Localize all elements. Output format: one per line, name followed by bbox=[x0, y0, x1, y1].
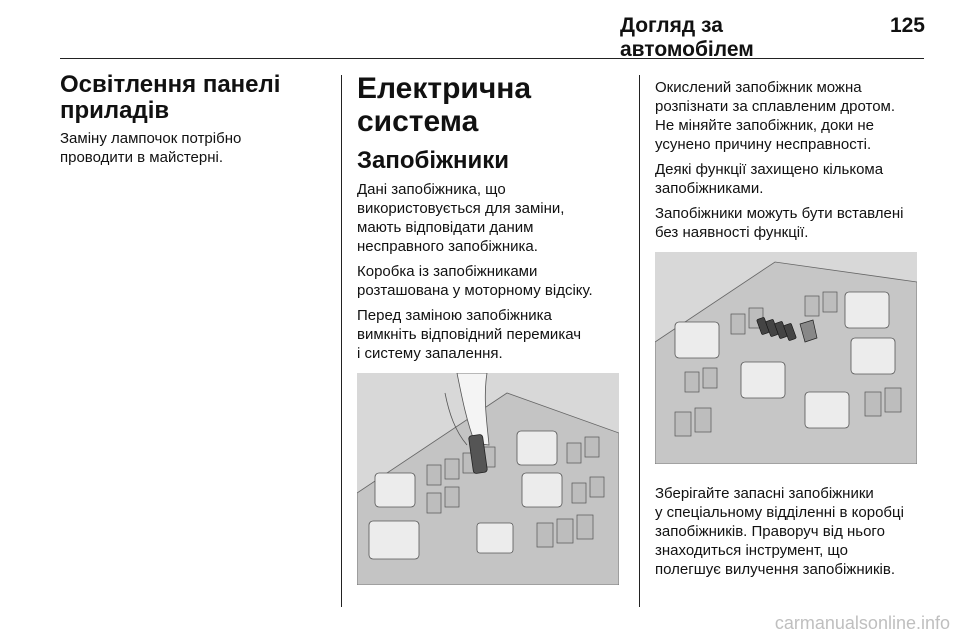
column-divider-right bbox=[639, 75, 640, 607]
paragraph: Деякі функції захищено кількома запобіжниками. bbox=[655, 161, 884, 197]
chapter-heading: Електрична система bbox=[357, 72, 532, 138]
column-1 bbox=[60, 72, 330, 173]
paragraph: Коробка із запобіжниками розташована у моторному відсіку. bbox=[357, 263, 593, 300]
paragraph: Запобіжники можуть бути вставлені без наявності функції. bbox=[655, 205, 904, 241]
column-divider-left bbox=[341, 75, 342, 607]
paragraph: Заміну лампочок потрібно проводити в майстерні. bbox=[60, 129, 242, 166]
paragraph: Зберігайте запасні запобіжники у спеціальному відділенні в коробці запобіжників. Праворуч від нього знаходиться інструмент, що полегшує вилучення запобіжників. bbox=[655, 485, 904, 578]
page-number: 125 bbox=[889, 14, 925, 37]
paragraph: Окислений запобіжник можна розпізнати за сплавленим дротом. Не міняйте запобіжник, доки не усунено причину несправності. bbox=[655, 79, 896, 153]
fuse-box-hand-illustration bbox=[357, 373, 619, 585]
paragraph: Перед заміною запобіжника вимкніть відповідний перемикач і систему запалення. bbox=[357, 307, 582, 363]
watermark: carmanualsonline.info bbox=[774, 613, 950, 633]
fuse-box-spare-fuses-illustration bbox=[655, 252, 917, 464]
header-divider bbox=[60, 58, 924, 59]
paragraph: Дані запобіжника, що використовується для заміни, мають відповідати даним несправного запобіжника. bbox=[357, 181, 565, 256]
column-2 bbox=[357, 72, 627, 601]
section-heading-dashboard-lighting: Освітлення панелі приладів bbox=[60, 71, 281, 125]
section-heading-fuses: Запобіжники bbox=[357, 147, 510, 174]
page-header-title: Догляд за автомобілем bbox=[620, 14, 754, 61]
column-3 bbox=[655, 72, 925, 585]
